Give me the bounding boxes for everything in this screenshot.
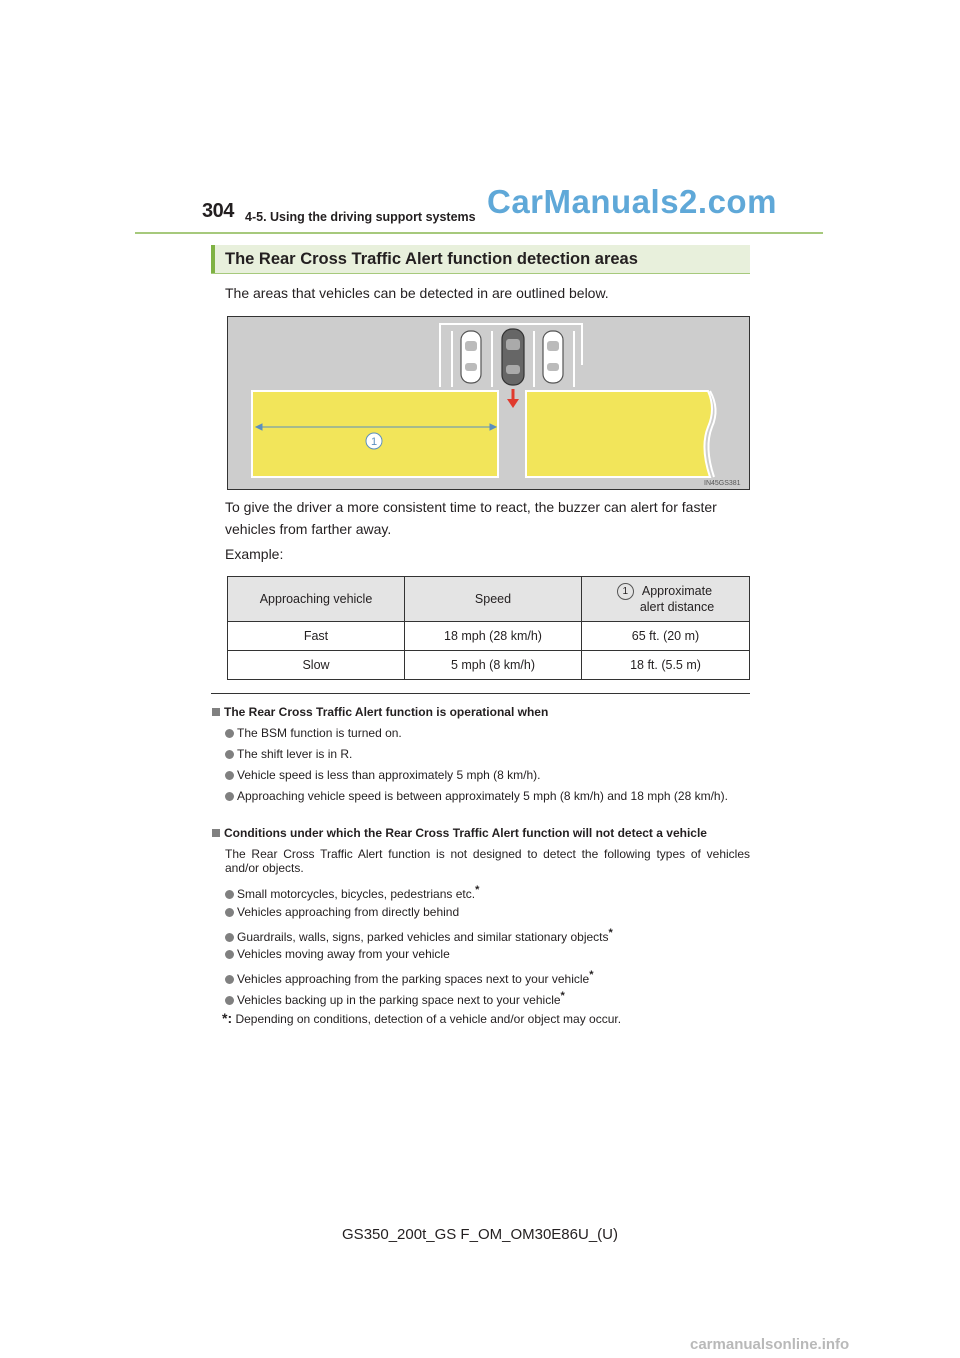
list-item: Vehicles moving away from your vehicle: [225, 947, 450, 961]
bullet-icon: [225, 750, 234, 759]
asterisk: *: [560, 990, 565, 1002]
header-rule: [135, 232, 823, 234]
table-row: [228, 651, 750, 680]
section-divider: [211, 693, 750, 694]
bottom-watermark: carmanualsonline.info: [690, 1336, 850, 1353]
section2-intro: The Rear Cross Traffic Alert function is not designed to detect the following types of vehicles and/or objects.: [225, 847, 750, 875]
list-item: Vehicles backing up in the parking space next to your vehicle*: [225, 989, 565, 1007]
list-item: Approaching vehicle speed is between approximately 5 mph (8 km/h) and 18 mph (28 km/h).: [225, 789, 750, 803]
document-code: GS350_200t_GS F_OM_OM30E86U_(U): [342, 1226, 618, 1243]
detection-zone-right: [526, 391, 712, 477]
section-label: 4-5. Using the driving support systems: [245, 210, 476, 224]
col-header-distance-line1: Approximate: [641, 584, 713, 598]
bullet-icon: [225, 771, 234, 780]
page-number: 304: [202, 200, 234, 222]
col-header-distance: [582, 577, 750, 622]
detection-area-diagram: [227, 316, 750, 490]
title-underline: [211, 273, 750, 274]
square-bullet-icon: [212, 829, 220, 837]
square-bullet-icon: [212, 708, 220, 716]
callout-number: 1: [370, 436, 378, 448]
cell-distance: 65 ft. (20 m): [582, 622, 750, 651]
list-item: Vehicle speed is less than approximately 5 mph (8 km/h).: [225, 768, 540, 782]
footnote: *: Depending on conditions, detection of a vehicle and/or object may occur.: [222, 1010, 622, 1026]
bullet-icon: [225, 729, 234, 738]
bullet-icon: [225, 933, 234, 942]
cell-speed: 18 mph (28 km/h): [405, 622, 582, 651]
list-item: Vehicles approaching from directly behind: [225, 905, 459, 919]
bullet-icon: [225, 996, 234, 1005]
asterisk: *: [475, 884, 480, 896]
cell-vehicle: Fast: [228, 622, 405, 651]
table-header-row: [228, 577, 750, 622]
explanation-paragraph: To give the driver a more consistent time to react, the buzzer can alert for faster vehicles from farther away.: [225, 499, 717, 537]
col-header-vehicle: Approaching vehicle: [228, 577, 405, 622]
section2-heading: Conditions under which the Rear Cross Traffic Alert function will not detect a vehicle: [212, 826, 707, 840]
alert-distance-table: [227, 576, 750, 680]
parked-car-right: [543, 331, 563, 383]
cell-distance: 18 ft. (5.5 m): [582, 651, 750, 680]
diagram-code: IN45GS381: [704, 480, 741, 487]
list-item: Small motorcycles, bicycles, pedestrians etc.*: [225, 883, 479, 901]
bullet-icon: [225, 792, 234, 801]
own-car: [502, 329, 524, 385]
section-title-bar: [211, 245, 750, 274]
list-item: The BSM function is turned on.: [225, 726, 402, 740]
cell-vehicle: Slow: [228, 651, 405, 680]
diagram-svg: [228, 317, 750, 490]
bullet-icon: [225, 908, 234, 917]
table-row: [228, 622, 750, 651]
list-item: The shift lever is in R.: [225, 747, 352, 761]
list-item: Vehicles approaching from the parking spaces next to your vehicle*: [225, 968, 593, 986]
example-label: Example:: [225, 546, 284, 562]
col-header-speed: Speed: [405, 577, 582, 622]
watermark-logo: CarManuals2.com: [487, 183, 777, 220]
asterisk: *: [589, 969, 594, 981]
asterisk: *: [608, 927, 613, 939]
col-header-distance-line2: alert distance: [639, 600, 715, 614]
cell-speed: 5 mph (8 km/h): [405, 651, 582, 680]
list-item: Guardrails, walls, signs, parked vehicles and similar stationary objects*: [225, 926, 613, 944]
section1-heading: The Rear Cross Traffic Alert function is operational when: [212, 705, 548, 719]
intro-text: The areas that vehicles can be detected in are outlined below.: [225, 285, 609, 301]
footnote-mark: *:: [222, 1010, 233, 1026]
bullet-icon: [225, 890, 234, 899]
section-title: The Rear Cross Traffic Alert function detection areas: [225, 250, 638, 268]
parked-car-left: [461, 331, 481, 383]
callout-badge: 1: [617, 583, 634, 600]
bullet-icon: [225, 950, 234, 959]
bullet-icon: [225, 975, 234, 984]
